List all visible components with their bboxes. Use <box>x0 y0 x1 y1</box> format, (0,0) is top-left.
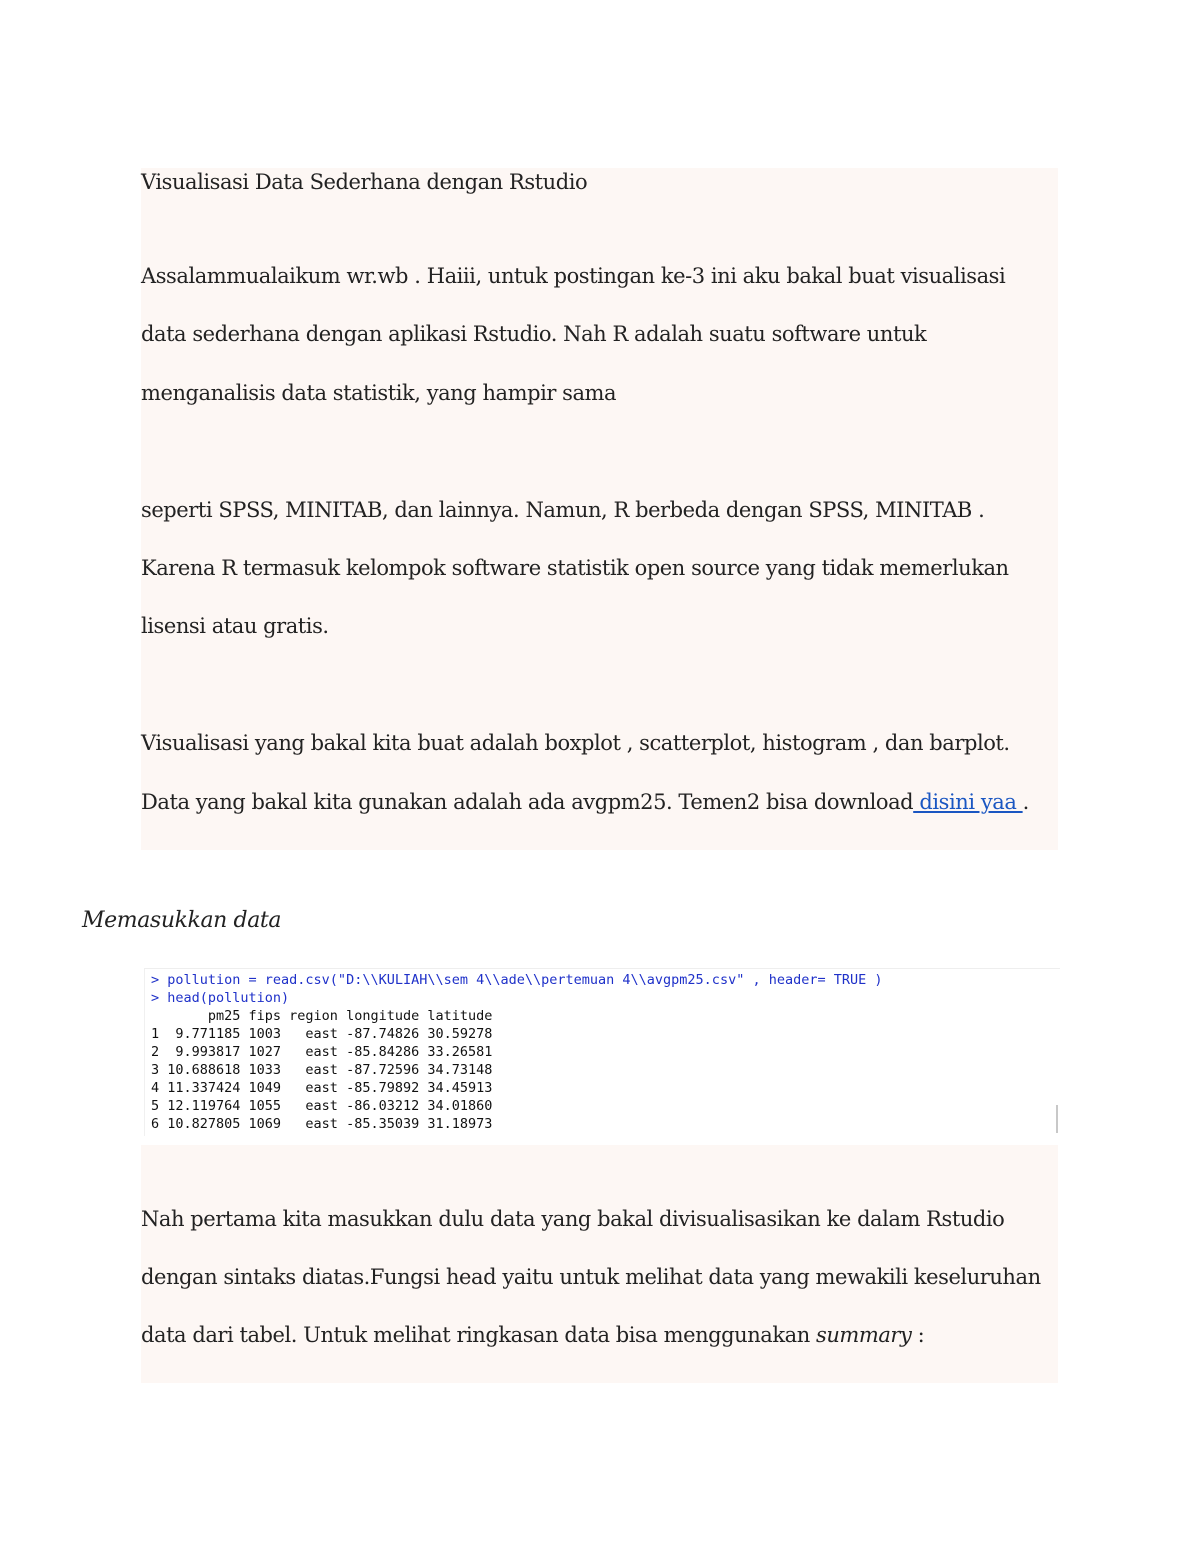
console-table-row: 2 9.993817 1027 east -85.84286 33.26581 <box>151 1044 493 1060</box>
explanation-line-1: Nah pertama kita masukkan dulu data yang bakal divisualisasikan ke dalam Rstudio <box>141 1207 1005 1231</box>
section-heading: Memasukkan data <box>82 908 282 933</box>
console-command-read-csv: > pollution = read.csv("D:\\KULIAH\\sem 4\\ade\\pertemuan 4\\avgpm25.csv" , header= TRUE ) <box>151 972 883 988</box>
r-console-screenshot <box>144 968 1060 1136</box>
download-text: Data yang bakal kita gunakan adalah ada avgpm25. Temen2 bisa download <box>141 790 914 814</box>
console-scrollbar[interactable] <box>1056 1105 1058 1133</box>
download-suffix: . <box>1022 790 1029 814</box>
explanation-text: data dari tabel. Untuk melihat ringkasan data bisa menggunakan <box>141 1323 817 1347</box>
console-table-row: 5 12.119764 1055 east -86.03212 34.01860 <box>151 1098 493 1114</box>
summary-keyword: summary <box>816 1323 912 1347</box>
console-table-header: pm25 fips region longitude latitude <box>151 1008 493 1024</box>
console-command-head: > head(pollution) <box>151 990 290 1006</box>
intro-line-3: menganalisis data statistik, yang hampir sama <box>141 381 617 405</box>
intro-line-2: data sederhana dengan aplikasi Rstudio. Nah R adalah suatu software untuk <box>141 322 927 346</box>
document-title: Visualisasi Data Sederhana dengan Rstudio <box>141 170 588 194</box>
intro-line-5: Karena R termasuk kelompok software statistik open source yang tidak memerlukan <box>141 556 1009 580</box>
console-table-row: 4 11.337424 1049 east -85.79892 34.45913 <box>151 1080 493 1096</box>
console-table-row: 6 10.827805 1069 east -85.35039 31.18973 <box>151 1116 493 1132</box>
intro-line-1: Assalammualaikum wr.wb . Haiii, untuk postingan ke-3 ini aku bakal buat visualisasi <box>141 264 1006 288</box>
console-table-row: 1 9.771185 1003 east -87.74826 30.59278 <box>151 1026 493 1042</box>
intro-line-7: Visualisasi yang bakal kita buat adalah boxplot , scatterplot, histogram , dan barplot. <box>141 731 1010 755</box>
explanation-suffix: : <box>911 1323 925 1347</box>
intro-line-8 <box>141 787 1029 817</box>
explanation-line-3 <box>141 1320 924 1350</box>
download-link[interactable]: disini yaa <box>913 790 1023 814</box>
explanation-line-2: dengan sintaks diatas.Fungsi head yaitu untuk melihat data yang mewakili keseluruhan <box>141 1265 1041 1289</box>
intro-line-6: lisensi atau gratis. <box>141 614 329 638</box>
intro-line-4: seperti SPSS, MINITAB, dan lainnya. Namun, R berbeda dengan SPSS, MINITAB . <box>141 498 985 522</box>
console-table-row: 3 10.688618 1033 east -87.72596 34.73148 <box>151 1062 493 1078</box>
